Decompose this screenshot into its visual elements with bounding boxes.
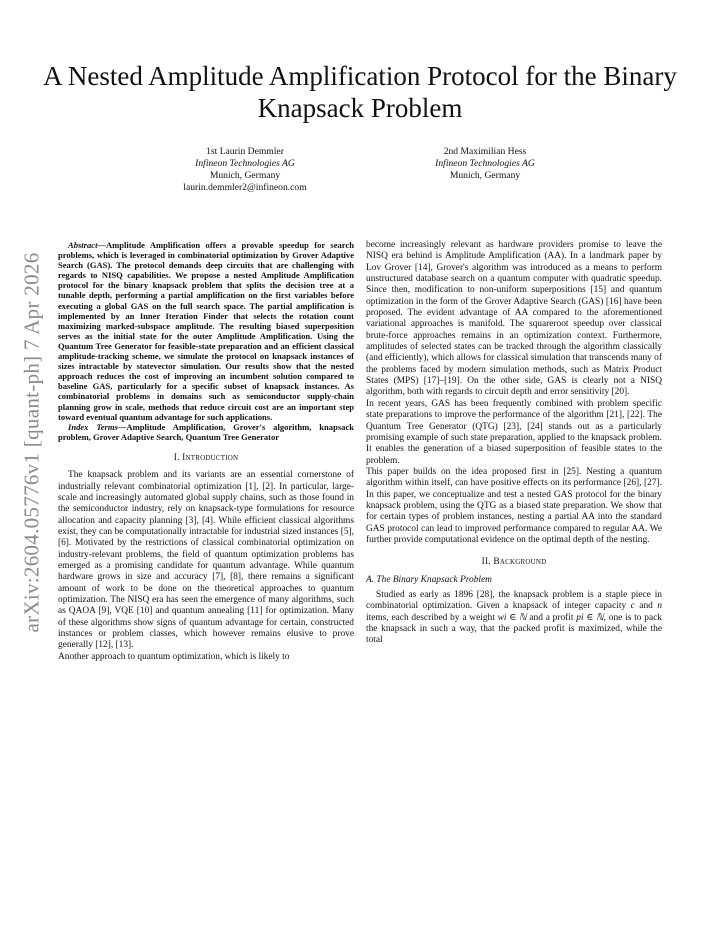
author-affiliation: Infineon Technologies AG [195,158,295,169]
bg-text: Studied as early as 1896 [28], the knapsack problem is a staple piece in combinatorial optimization. Given a knapsack of integer capacity [366,589,662,612]
arxiv-identifier: arXiv:2604.05776v1 [quant-ph] 7 Apr 2026 [19,251,44,633]
bg-text: items, each described by a weight [366,612,498,623]
author-location: Munich, Germany [449,170,521,181]
arxiv-stamp [12,252,52,632]
author-name: 2nd Maximilian Hess [443,146,527,157]
index-terms-text: Amplitude Amplification, Grover's algorithm, knapsack problem, Grover Adaptive Search, Quantum Tree Generator [58,421,354,442]
intro-paragraph-1: The knapsack problem and its variants are an essential cornerstone of industrially relevant combinatorial optimization [1], [2]. In particular, large-scale and increasingly automated global supply chains, such as those found in the semiconductor industry, rely on knapsack-type formulations for resource allocation and capacity planning [3], [4]. While efficient classical algorithms exist, they can be computationally intractable for industrial sized instances [5], [6]. Motivated by the restrictions of classical combinatorial optimization on industry-relevant problems, the field of quantum optimization problems has emerged as a promising candidate for quantum advantage. While quantum hardware grows in size and accuracy [7], [8], there remains a significant amount of work to be done on the theoretical approaches to quantum optimization. The NISQ era has seen the emergence of many algorithms, such as QAOA [9], VQE [10] and quantum annealing [11] for optimization. Many of these algorithms show signs of quantum advantage for certain, constructed instances or problem classes, which however remains elusive to prove generally [12], [13]. [58,470,354,651]
paper-title: A Nested Amplitude Amplification Protocol for the Binary Knapsack Problem [43,61,677,123]
author-name: 1st Laurin Demmler [206,146,284,157]
index-terms [58,422,354,442]
author-block-2 [380,146,590,182]
section-heading-background: II. Background [481,557,547,568]
math-profit: pi ∈ ℕ [576,612,604,623]
abstract-text: Amplitude Amplification offers a provable speedup for search problems, which is leveraged in combinatorial optimization by Grover Adaptive Search (GAS). The protocol demands deep circuits that are challenging with regards to NISQ capabilities. We propose a nested Amplitude Amplification protocol for the binary knapsack problem that splits the decision tree at a tunable depth, performing a partial amplification on the first variables before executing a global GAS on the full search space. The partial amplification is implemented by an Inner Iteration Finder that selects the rotation count maximizing marked-subspace amplitude. The resulting biased superposition serves as the initial state for the outer Amplitude Amplification. Using the Quantum Tree Generator for feasible-state preparation and an efficient classical amplitude-tracking scheme, we simulate the protocol on knapsack instances of sizes intractable by statevector simulation. Our results show that the nested approach reduces the cost of improving an incumbent solution compared to baseline GAS, particularly for a specific subset of knapsack instances. As combinatorial problems in domains such as semiconductor supply-chain planning grow in scale, methods that reduce circuit cost are an important step toward eventual quantum advantage for such applications. [58,240,354,422]
intro-paragraph-4: This paper builds on the idea proposed first in [25]. Nesting a quantum algorithm within itself, can have positive effects on its performance [26], [27]. In this paper, we conceptualize and test a nested GAS protocol for the binary knapsack problem, using the QTG as a biased state preparation. We show that for certain types of problem instances, nesting a partial AA into the standard GAS protocol can lead to improved performance compared to regular AA. We further provide computational evidence on the optimal depth of the nesting. [366,466,662,545]
bg-text: , one is to pack the knapsack in such a way, that the packed profit is maximized, while the total [366,612,662,646]
math-weight: wi ∈ ℕ [497,612,527,623]
subsection-heading-knapsack: A. The Binary Knapsack Problem [366,574,492,585]
right-column [366,240,662,647]
background-paragraph-1 [366,590,662,647]
index-terms-lead: Index Terms— [68,421,127,432]
intro-paragraph-3: In recent years, GAS has been frequently combined with problem specific state preparations to improve the performance of the algorithm [21], [22]. The Quantum Tree Generator (QTG) [23], [24] stands out as a particularly promising example of such state preparation, applied to the knapsack problem. It enables the generation of a biased superposition of feasible states to the problem. [366,398,662,466]
author-affiliation: Infineon Technologies AG [435,158,535,169]
abstract-lead: Abstract— [68,240,106,250]
intro-paragraph-2-start: Another approach to quantum optimization, which is likely to [58,651,290,662]
math-capacity: c [630,601,635,612]
author-email: laurin.demmler2@infineon.com [183,182,307,193]
author-location: Munich, Germany [209,170,281,181]
intro-paragraph-2-continued: become increasingly relevant as hardware providers promise to leave the NISQ era behind is Amplitude Amplification (AA). In a landmark paper by Lov Grover [14], Grover's algorithm was introduced as a means to perform unstructured database search on a quantum computer with quadratic speedup. Since then, modification to non-uniform superpositions [15] and quantum optimization in the form of the Grover Adaptive Search (GAS) [16] have been proposed. The evident advantage of AA compared to the aforementioned variational approaches is manifold. The squareroot speedup over classical brute-force approaches remains in an optimization context. Furthermore, amplitudes of selected states can be tracked through the algorithm classically (and efficiently), which allows for classical simulation that transcends many of the problems faced by modern simulation methods, such as Matrix Product States (MPS) [17]–[19]. On the other side, GAS is clearly not a NISQ algorithm, both with regards to circuit depth and error sensitivity [20]. [366,240,662,398]
left-column [58,240,354,663]
bg-text: and a profit [526,612,577,623]
bg-text: and [634,601,658,612]
abstract [58,240,354,422]
section-heading-introduction: I. Introduction [173,452,239,463]
author-block-1 [140,146,350,194]
math-items: n [657,601,662,612]
